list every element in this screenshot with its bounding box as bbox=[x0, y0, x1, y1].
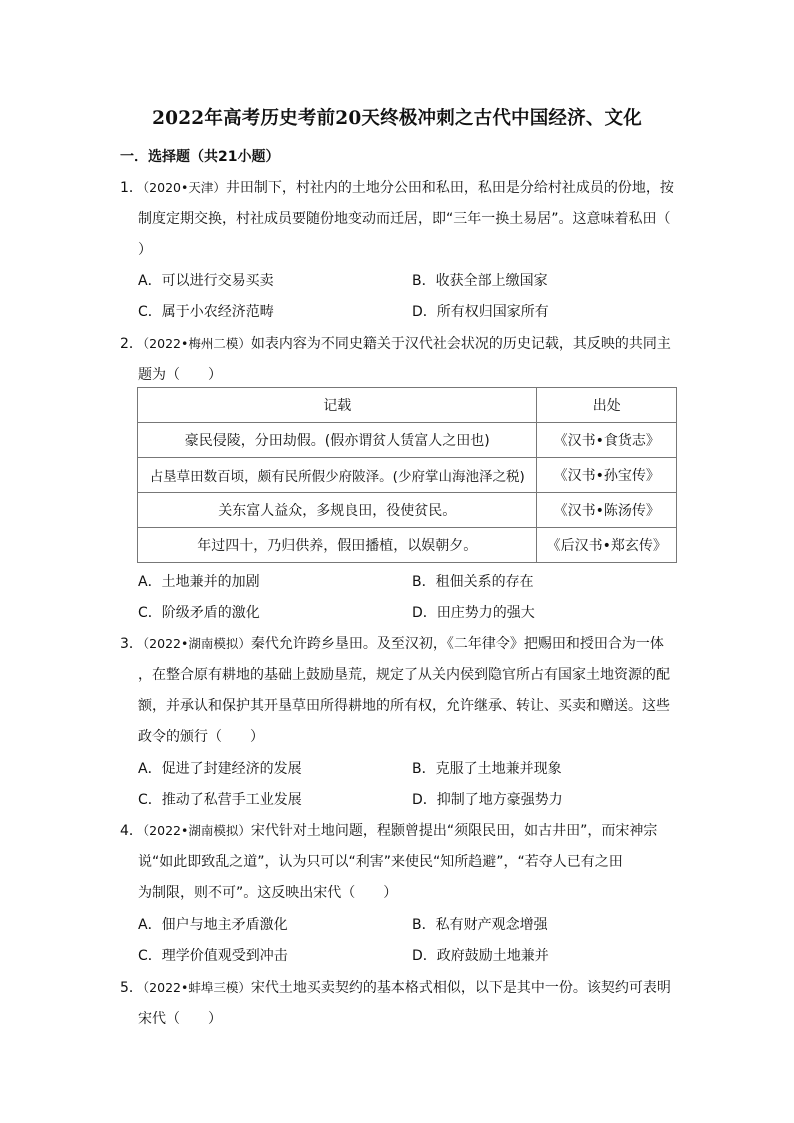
q1-text-3: ） bbox=[138, 242, 152, 258]
q1-option-d: D．所有权归国家所有 bbox=[412, 304, 549, 320]
q3-option-c: C．推动了私营手工业发展 bbox=[138, 792, 302, 808]
q2-line-1 bbox=[120, 333, 671, 353]
q3-option-a: A．促进了封建经济的发展 bbox=[138, 761, 302, 777]
q3-option-d: D．抑制了地方豪强势力 bbox=[412, 792, 563, 808]
q1-option-a: A．可以进行交易买卖 bbox=[138, 273, 274, 289]
table-cell-source: 《后汉书•郑玄传》 bbox=[537, 528, 677, 563]
q4-line-1 bbox=[120, 820, 657, 840]
q2-text-1: 如表内容为不同史籍关于汉代社会状况的历史记载，其反映的共同主 bbox=[250, 336, 671, 352]
records-table bbox=[137, 387, 677, 563]
table-cell-source: 《汉书•食货志》 bbox=[537, 423, 677, 458]
q4-option-c: C．理学价值观受到冲击 bbox=[138, 948, 288, 964]
table-row bbox=[138, 458, 677, 493]
q4-text-2: 说“如此即致乱之道”，认为只可以“利害”来使民“知所趋避”，“若夺人已有之田 bbox=[138, 854, 623, 870]
q3-line-1 bbox=[120, 633, 664, 653]
q3-text-2: ，在整合原有耕地的基础上鼓励垦荒，规定了从关内侯到隐官所占有国家土地资源的配 bbox=[138, 667, 670, 683]
q2-option-d: D．田庄势力的强大 bbox=[412, 605, 535, 621]
q2-option-a: A．土地兼并的加剧 bbox=[138, 574, 260, 590]
table-cell-source: 《汉书•孙宝传》 bbox=[537, 458, 677, 493]
table-cell-source: 《汉书•陈汤传》 bbox=[537, 493, 677, 528]
q4-option-b: B．私有财产观念增强 bbox=[412, 917, 548, 933]
table-cell-record: 豪民侵陵，分田劫假。(假亦谓贫人赁富人之田也) bbox=[138, 423, 537, 458]
q1-option-c: C．属于小农经济范畴 bbox=[138, 304, 274, 320]
q3-option-b: B．克服了土地兼并现象 bbox=[412, 761, 562, 777]
q2-text-2: 题为（ ） bbox=[138, 367, 222, 383]
q3-source: （2022•湖南模拟） bbox=[142, 636, 251, 651]
q4-option-a: A．佃户与地主矛盾激化 bbox=[138, 917, 288, 933]
q4-text-1: 宋代针对土地问题，程颢曾提出“须限民田，如古井田”，而宋神宗 bbox=[250, 823, 658, 839]
table-cell-record: 关东富人益众，多规良田，役使贫民。 bbox=[138, 493, 537, 528]
table-row bbox=[138, 423, 677, 458]
q1-line-1 bbox=[120, 177, 674, 197]
q4-number: 4． bbox=[120, 823, 143, 839]
q2-number: 2． bbox=[120, 336, 143, 352]
table-header-source: 出处 bbox=[537, 388, 677, 423]
q2-source: （2022•梅州二模） bbox=[142, 336, 251, 351]
q1-text-2: 制度定期交换，村社成员要随份地变动而迁居，即“三年一换土易居”。这意味着私田（ bbox=[138, 211, 671, 227]
page-title: 2022年高考历史考前20天终极冲刺之古代中国经济、文化 bbox=[152, 108, 642, 129]
table-header-row bbox=[138, 388, 677, 423]
q4-option-d: D．政府鼓励土地兼并 bbox=[412, 948, 549, 964]
q2-option-b: B．租佃关系的存在 bbox=[412, 574, 534, 590]
q3-text-3: 额，并承认和保护其开垦草田所得耕地的所有权，允许继承、转让、买卖和赠送。这些 bbox=[138, 698, 670, 714]
q3-text-1: 秦代允许跨乡垦田。及至汉初，《二年律令》把赐田和授田合为一体 bbox=[250, 636, 664, 652]
q1-option-b: B．收获全部上缴国家 bbox=[412, 273, 548, 289]
table-cell-record: 年过四十，乃归供养，假田播植，以娱朝夕。 bbox=[138, 528, 537, 563]
section-heading: 一．选择题（共21小题） bbox=[120, 149, 280, 165]
q5-source: （2022•蚌埠三模） bbox=[142, 980, 251, 995]
q5-text-2: 宋代（ ） bbox=[138, 1011, 222, 1027]
q1-number: 1． bbox=[120, 180, 143, 196]
table-row bbox=[138, 528, 677, 563]
table-row bbox=[138, 493, 677, 528]
q4-source: （2022•湖南模拟） bbox=[142, 823, 251, 838]
q1-text-1: 井田制下，村社内的土地分公田和私田，私田是分给村社成员的份地，按 bbox=[225, 180, 674, 196]
q5-text-1: 宋代土地买卖契约的基本格式相似，以下是其中一份。该契约可表明 bbox=[250, 980, 671, 996]
q5-number: 5． bbox=[120, 980, 143, 996]
q5-line-1 bbox=[120, 977, 671, 997]
table-cell-record: 占垦草田数百顷，颇有民所假少府陂泽。(少府掌山海池泽之税) bbox=[138, 458, 537, 493]
q4-text-3: 为制限，则不可”。这反映出宋代（ ） bbox=[138, 885, 398, 901]
q2-option-c: C．阶级矛盾的激化 bbox=[138, 605, 260, 621]
table-header-record: 记载 bbox=[138, 388, 537, 423]
q3-text-4: 政令的颁行（ ） bbox=[138, 729, 264, 745]
q3-number: 3． bbox=[120, 636, 143, 652]
q1-source: （2020•天津） bbox=[142, 180, 226, 195]
